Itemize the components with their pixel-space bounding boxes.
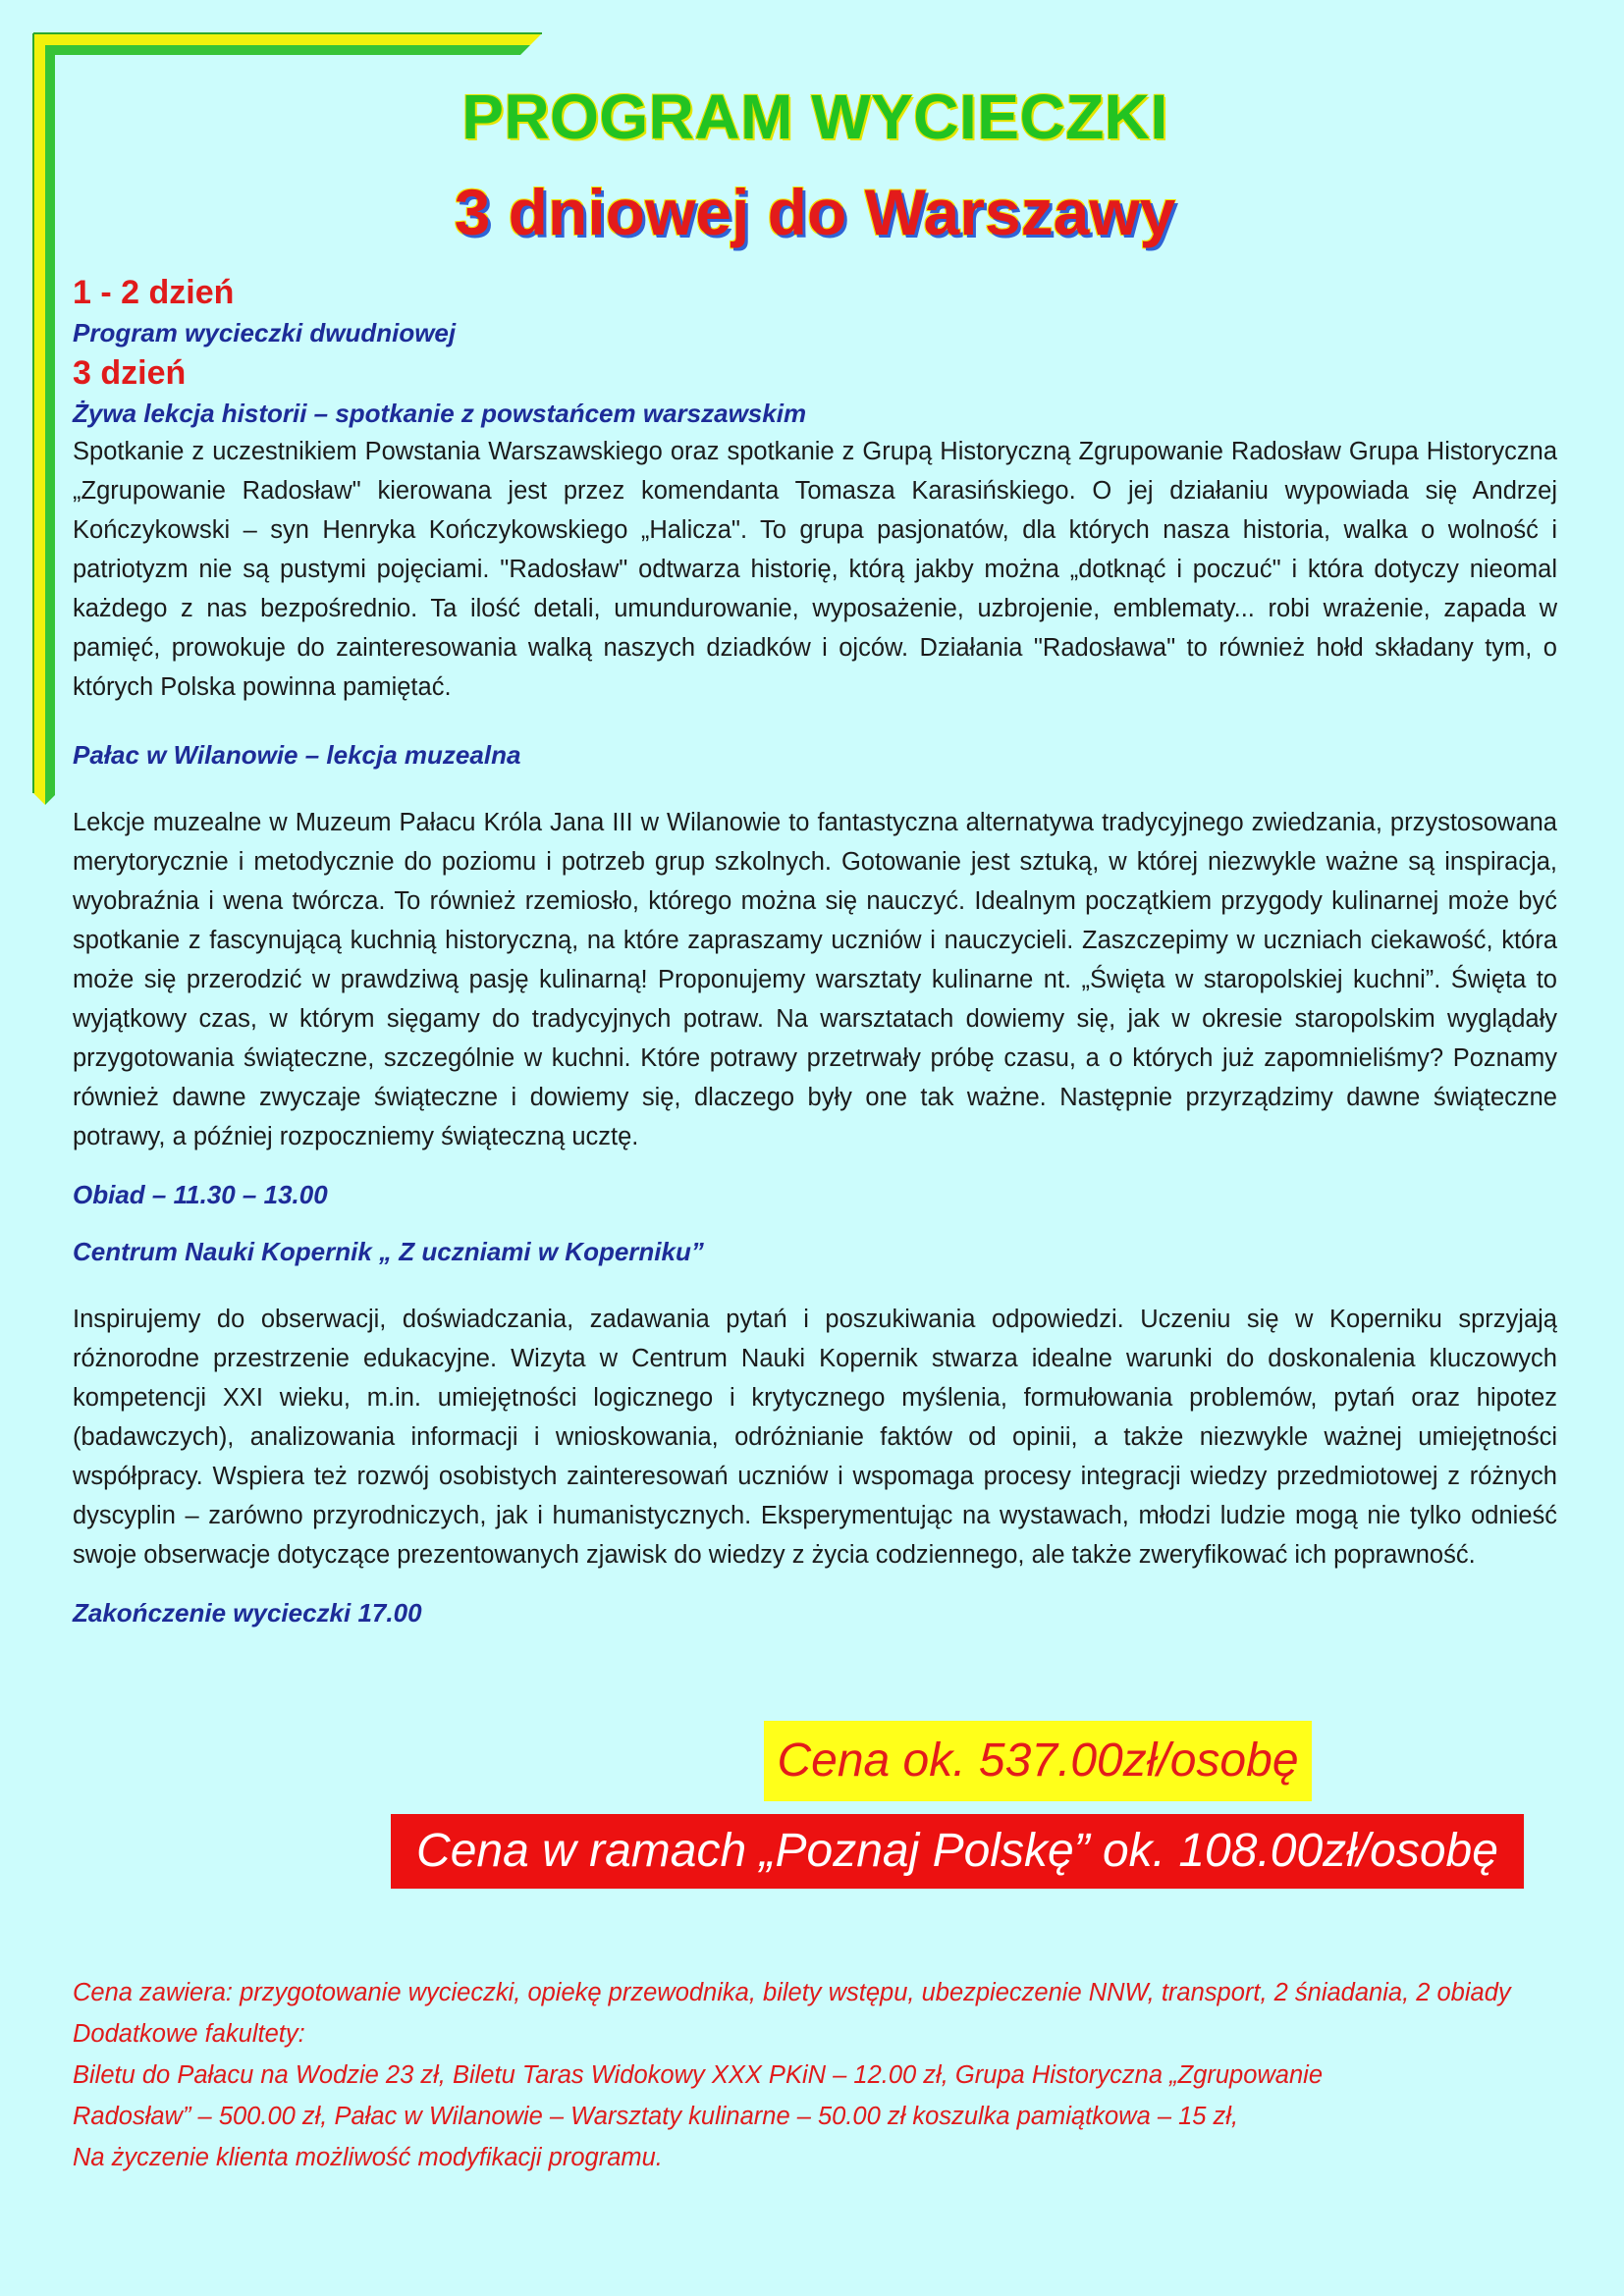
trip-end: Zakończenie wycieczki 17.00 bbox=[73, 1598, 422, 1628]
history-heading: Żywa lekcja historii – spotkanie z powstańcem warszawskim bbox=[73, 399, 807, 428]
title-line-2: 3 dniowej do Warszawy bbox=[454, 176, 1176, 248]
day12-heading: 1 - 2 dzień bbox=[73, 274, 235, 311]
lunch-time: Obiad – 11.30 – 13.00 bbox=[73, 1180, 328, 1209]
price-poznaj-polske: Cena w ramach „Poznaj Polskę” ok. 108.00zł/osobę bbox=[391, 1814, 1524, 1889]
kopernik-heading: Centrum Nauki Kopernik „ Z uczniami w Koperniku” bbox=[73, 1237, 704, 1266]
modification-note: Na życzenie klienta możliwość modyfikacji programu. bbox=[73, 2144, 663, 2171]
price-includes: Cena zawiera: przygotowanie wycieczki, opiekę przewodnika, bilety wstępu, ubezpieczenie NNW, transport, 2 śniadania, 2 obiady bbox=[73, 1979, 1511, 2006]
wilanow-text: Lekcje muzealne w Muzeum Pałacu Króla Jana III w Wilanowie to fantastyczna alternatywa tradycyjnego zwiedzania, przystosowana merytorycznie i metodycznie do poziomu i potrzeb grup szkolnych. Gotowanie jest sztuką, w której niezwykle ważne są inspiracja, wyobraźnia i wena twórcza. To również rzemiosło, którego można się nauczyć. Idealnym początkiem przygody kulinarnej może być spotkanie z fascynującą kuchnią historyczną, na które zapraszamy uczniów i nauczycieli. Zaszczepimy w uczniach ciekawość, która może się przerodzić w prawdziwą pasję kulinarną! Proponujemy warsztaty kulinarne nt. „Święta w staropolskiej kuchni”. Święta to wyjątkowy czas, w którym sięgamy do tradycyjnych potraw. Na warsztatach dowiemy się, jak w okresie staropolskim wyglądały przygotowania świąteczne, szczególnie w kuchni. Które potrawy przetrwały próbę czasu, a o których już zapomnieliśmy? Poznamy również dawne zwyczaje świąteczne i dowiemy się, dlaczego były one tak ważne. Następnie przyrządzimy dawne świąteczne potrawy, a później rozpoczniemy świąteczną ucztę. bbox=[73, 809, 1557, 1150]
title-line-1: PROGRAM WYCIECZKI bbox=[461, 81, 1168, 152]
kopernik-text: Inspirujemy do obserwacji, doświadczania, zadawania pytań i poszukiwania odpowiedzi. Uczeniu się w Koperniku sprzyjają różnorodne przestrzenie edukacyjne. Wizyta w Centrum Nauki Kopernik stwarza idealne warunki do doskonalenia kluczowych kompetencji XXI wieku, m.in. umiejętności logicznego i krytycznego myślenia, formułowania problemów, pytań oraz hipotez (badawczych), analizowania informacji i wnioskowania, odróżnianie faktów od opinii, a także niezwykle ważnej umiejętności współpracy. Wspiera też rozwój osobistych zainteresowań uczniów i wspomaga procesy integracji wiedzy przedmiotowej z różnych dyscyplin – zarówno przyrodniczych, jak i humanistycznych. Eksperymentując na wystawach, młodzi ludzie mogą nie tylko odnieść swoje obserwacje dotyczące prezentowanych zjawisk do wiedzy z życia codziennego, ale także zweryfikować ich poprawność. bbox=[73, 1306, 1557, 1569]
day12-subheading: Program wycieczki dwudniowej bbox=[73, 318, 457, 347]
footer-notes bbox=[73, 1972, 1557, 2178]
wilanow-heading: Pałac w Wilanowie – lekcja muzealna bbox=[73, 740, 521, 770]
day3-heading: 3 dzień bbox=[73, 354, 187, 392]
history-text: Spotkanie z uczestnikiem Powstania Warszawskiego oraz spotkanie z Grupą Historyczną Zgrupowanie Radosław Grupa Historyczna „Zgrupowanie Radosław" kierowana jest przez komendanta Tomasza Karasińskiego. O jej działaniu wypowiada się Andrzej Kończykowski – syn Henryka Kończykowskiego „Halicza". To grupa pasjonatów, dla których nasza historia, walka o wolność i patriotyzm nie są pustymi pojęciami. "Radosław" odtwarza historię, którą jakby można „dotknąć i poczuć" i która dotyczy nieomal każdego z nas bezpośrednio. Ta ilość detali, umundurowanie, wyposażenie, uzbrojenie, emblematy... robi wrażenie, zapada w pamięć, prowokuje do zainteresowania walką naszych dziadków i ojców. Działania "Radosława" to również hołd składany tym, o których Polska powinna pamiętać. bbox=[73, 438, 1557, 701]
extras-line-1: Biletu do Pałacu na Wodzie 23 zł, Biletu Taras Widokowy XXX PKiN – 12.00 zł, Grupa Historyczna „Zgrupowanie bbox=[73, 2061, 1324, 2089]
extras-heading: Dodatkowe fakultety: bbox=[73, 2020, 305, 2048]
extras-line-2: Radosław” – 500.00 zł, Pałac w Wilanowie – Warsztaty kulinarne – 50.00 zł koszulka pamiątkowa – 15 zł, bbox=[73, 2103, 1239, 2130]
price-regular: Cena ok. 537.00zł/osobę bbox=[764, 1721, 1312, 1801]
program-content bbox=[73, 271, 1557, 1631]
